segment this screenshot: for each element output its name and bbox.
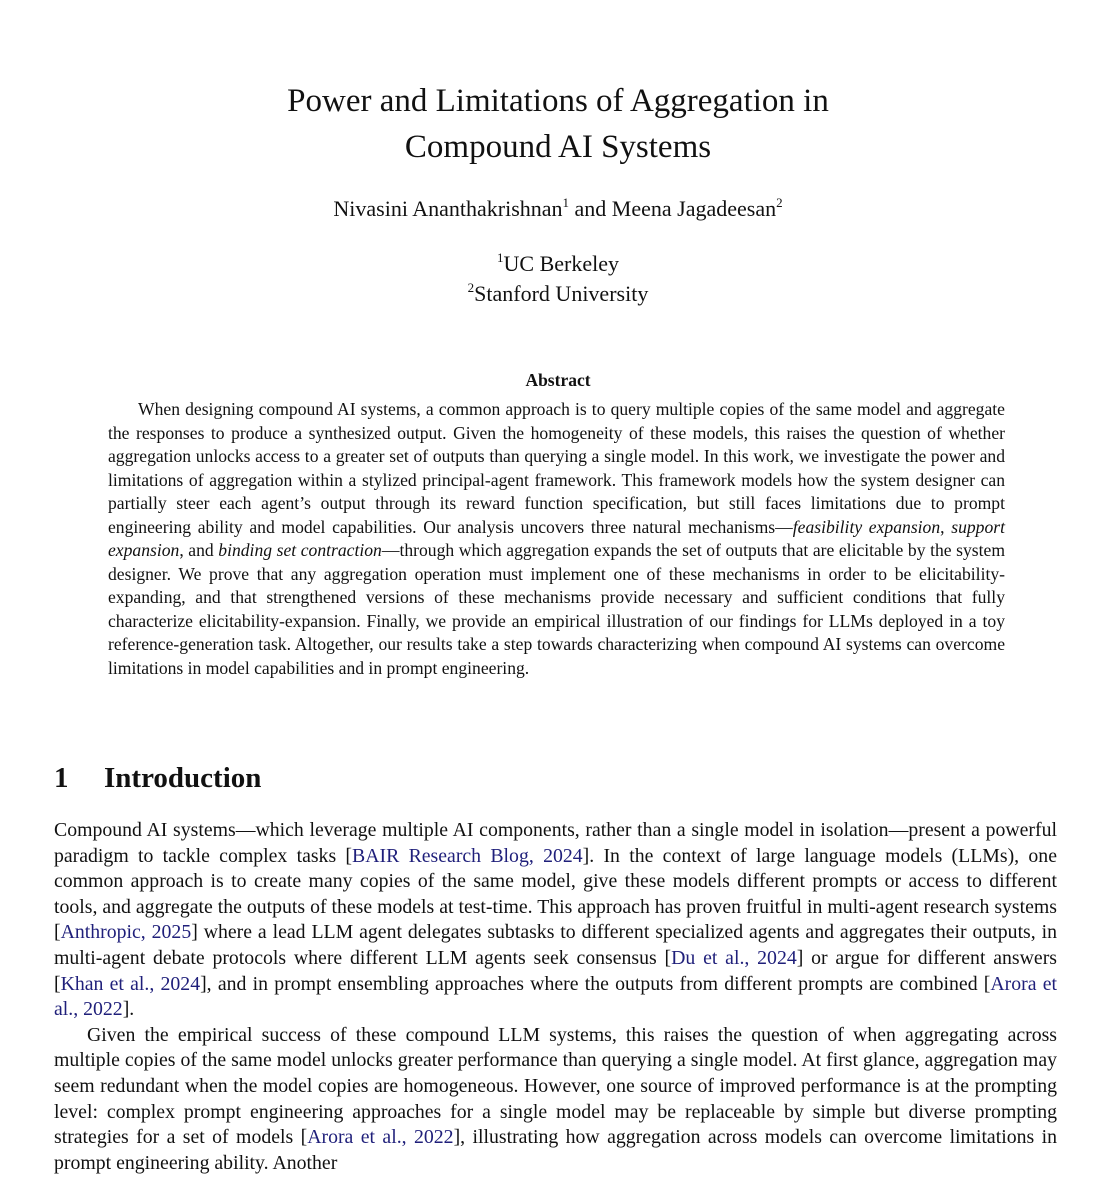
abstract-separator: , bbox=[940, 516, 952, 537]
paragraph-text: ]. In the context of large language models (LLMs), one common approach is to create many copies of the same model, give these models different prompts or access to different tools, and aggregate the outputs of these models at test-time. This approach has proven fruitful in multi-agent research systems [ bbox=[54, 844, 1057, 944]
paper-title bbox=[0, 78, 1116, 170]
introduction-body bbox=[54, 818, 1057, 1176]
paragraph bbox=[54, 818, 1057, 1023]
abstract-separator: , and bbox=[179, 540, 219, 560]
abstract-term-binding-set-contraction: binding set contraction bbox=[218, 540, 382, 560]
citation-link[interactable]: Khan et al., 2024 bbox=[60, 972, 201, 995]
section-title: Introduction bbox=[104, 762, 262, 794]
paragraph-text: Compound AI systems—which leverage multiple AI components, rather than a single model in isolation—present a powerful paradigm to tackle complex tasks [ bbox=[54, 819, 1057, 867]
abstract-text bbox=[108, 398, 1005, 680]
paragraph-text: ], illustrating how aggregation across models can overcome limitations in prompt engineering ability. Another bbox=[54, 1126, 1057, 1174]
paragraph-text: ] or argue for different answers [ bbox=[54, 946, 1057, 995]
section-heading-introduction bbox=[54, 762, 261, 795]
author-list bbox=[0, 196, 1116, 222]
affiliation-mark: 2 bbox=[467, 280, 475, 295]
abstract-term-support-expansion: support expansion bbox=[108, 516, 1006, 560]
section-number: 1 bbox=[54, 762, 69, 794]
paragraph-text: ]. bbox=[122, 998, 135, 1021]
abstract-heading: Abstract bbox=[525, 370, 591, 390]
author-name: Meena Jagadeesan bbox=[611, 196, 777, 221]
citation-link[interactable]: Anthropic, 2025 bbox=[60, 921, 192, 944]
citation-link[interactable]: Arora et al., 2022 bbox=[307, 1126, 454, 1149]
abstract-part-2: —through which aggregation expands the set of outputs that are elicitable by the system designer. We prove that any aggregation operation must implement one of these mechanisms in order to be elicitability-expanding, and that strengthened versions of these mechanisms provide necessary and sufficient conditions that fully characterize elicitability-expansion. Finally, we provide an empirical illustration of our findings for LLMs deployed in a toy reference-generation task. Altogether, our results take a step towards characterizing when compound AI systems can overcome limitations in model capabilities and in prompt engineering. bbox=[108, 540, 1006, 678]
paragraph bbox=[54, 1023, 1057, 1177]
author-joiner: and bbox=[569, 196, 612, 221]
affiliation-name: Stanford University bbox=[474, 281, 649, 306]
affiliation bbox=[0, 249, 1116, 279]
paragraph-text: Given the empirical success of these compound LLM systems, this raises the question of when aggregating across multiple copies of the same model unlocks greater performance than querying a single model. At first glance, aggregation may seem redundant when the model copies are homogeneous. However, one source of improved performance is at the prompting level: complex prompt engineering approaches for a single model may be replaceable by simple but diverse prompting strategies for a set of models [ bbox=[54, 1023, 1057, 1149]
abstract-part-1: When designing compound AI systems, a common approach is to query multiple copies of the same model and aggregate the responses to produce a synthesized output. Given the homogeneity of these models, this raises the question of whether aggregation unlocks access to a greater set of outputs than querying a single model. In this work, we investigate the power and limitations of aggregation within a stylized principal-agent framework. This framework models how the system designer can partially steer each agent’s output through its reward function specification, but still faces limitations due to prompt engineering ability and model capabilities. Our analysis uncovers three natural mechanisms— bbox=[108, 399, 1005, 537]
affiliation-mark: 2 bbox=[776, 195, 783, 210]
paragraph-text: ], and in prompt ensembling approaches where the outputs from different prompts are combined [ bbox=[200, 972, 991, 995]
affiliation-mark: 1 bbox=[562, 195, 570, 210]
author-name: Nivasini Ananthakrishnan bbox=[333, 196, 563, 221]
abstract-term-feasibility-expansion: feasibility expansion bbox=[792, 516, 941, 537]
affiliation-mark: 1 bbox=[497, 250, 504, 265]
paper-title-line-2: Compound AI Systems bbox=[404, 129, 712, 165]
affiliation-list bbox=[0, 249, 1116, 309]
citation-link[interactable]: Du et al., 2024 bbox=[671, 946, 797, 969]
citation-link[interactable]: Arora et al., 2022 bbox=[54, 972, 1058, 1021]
affiliation bbox=[0, 279, 1116, 309]
citation-link[interactable]: BAIR Research Blog, 2024 bbox=[352, 844, 583, 867]
paper-title-line-1: Power and Limitations of Aggregation in bbox=[287, 83, 829, 119]
affiliation-name: UC Berkeley bbox=[503, 251, 619, 276]
paragraph-text: ] where a lead LLM agent delegates subtasks to different specialized agents and aggregates their outputs, in multi-agent debate protocols where different LLM agents seek consensus [ bbox=[54, 921, 1057, 969]
